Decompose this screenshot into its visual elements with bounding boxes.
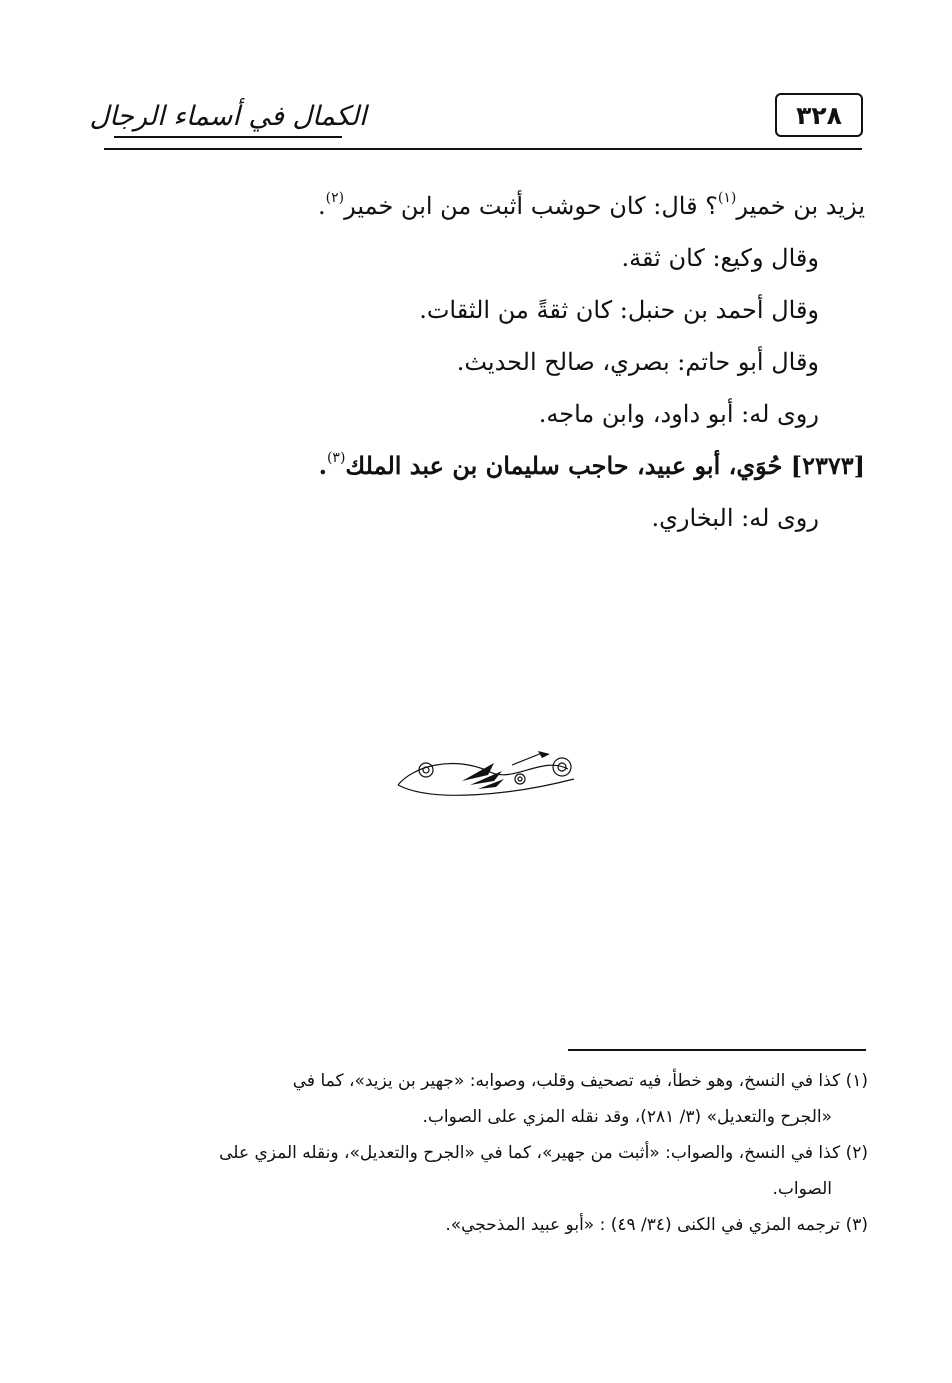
footnotes [108, 1063, 868, 1243]
entry-heading: [٢٣٧٣] حُوَي، أبو عبيد، حاجب سليمان بن عبد الملك [345, 451, 865, 480]
footnote-ref-2: (٢) [325, 190, 345, 206]
main-text [200, 180, 865, 544]
footnote-ref-3: (٣) [326, 450, 346, 466]
text-line-7: روى له: البخاري. [651, 504, 819, 532]
footnote-rule [568, 1049, 866, 1051]
footnote-1-line-1 [108, 1063, 868, 1099]
footnote-2 [108, 1135, 868, 1207]
footnote-marker: (٣) [845, 1215, 868, 1235]
section-end-ornament [392, 745, 580, 801]
period: . [317, 192, 326, 220]
running-title-underline [114, 136, 342, 138]
footnote-text: ترجمه المزي في الكنى (٣٤/ ٤٩) : «أبو عبيد المذحجي». [445, 1215, 841, 1235]
footnote-2-line-1 [108, 1135, 868, 1171]
text-line-1 [200, 180, 865, 232]
footnote-text: كذا في النسخ، وهو خطأ، فيه تصحيف وقلب، وصوابه: «جهير بن يزيد»، كما في [292, 1071, 841, 1091]
text-line-5: روى له: أبو داود، وابن ماجه. [538, 400, 819, 428]
footnote-2-line-2: الصواب. [772, 1179, 832, 1199]
footnote-1-line-2: «الجرح والتعديل» (٣/ ٢٨١)، وقد نقله المزي على الصواب. [422, 1107, 832, 1127]
text-segment: يزيد بن خمير [736, 192, 865, 220]
running-title-text: الكمال في أسماء الرجال [89, 100, 367, 132]
text-segment: ؟ قال: كان حوشب أثبت من ابن خمير [344, 192, 718, 220]
footnote-ref-1: (١) [717, 190, 737, 206]
running-title [89, 88, 367, 144]
footnote-marker: (١) [845, 1071, 868, 1091]
text-line-3: وقال أحمد بن حنبل: كان ثقةً من الثقات. [419, 296, 819, 324]
text-line-2: وقال وكيع: كان ثقة. [621, 244, 819, 272]
text-line-4: وقال أبو حاتم: بصري، صالح الحديث. [456, 348, 819, 376]
header-rule [104, 148, 862, 150]
page-number: ٣٢٨ [775, 93, 863, 137]
footnote-3 [108, 1207, 868, 1243]
footnote-1 [108, 1063, 868, 1135]
footnote-3-line-1 [108, 1207, 868, 1243]
period: . [318, 451, 327, 480]
footnote-text: كذا في النسخ، والصواب: «أثبت من جهير»، كما في «الجرح والتعديل»، ونقله المزي على [219, 1143, 841, 1163]
footnote-marker: (٢) [845, 1143, 868, 1163]
entry-heading-line [200, 440, 865, 492]
